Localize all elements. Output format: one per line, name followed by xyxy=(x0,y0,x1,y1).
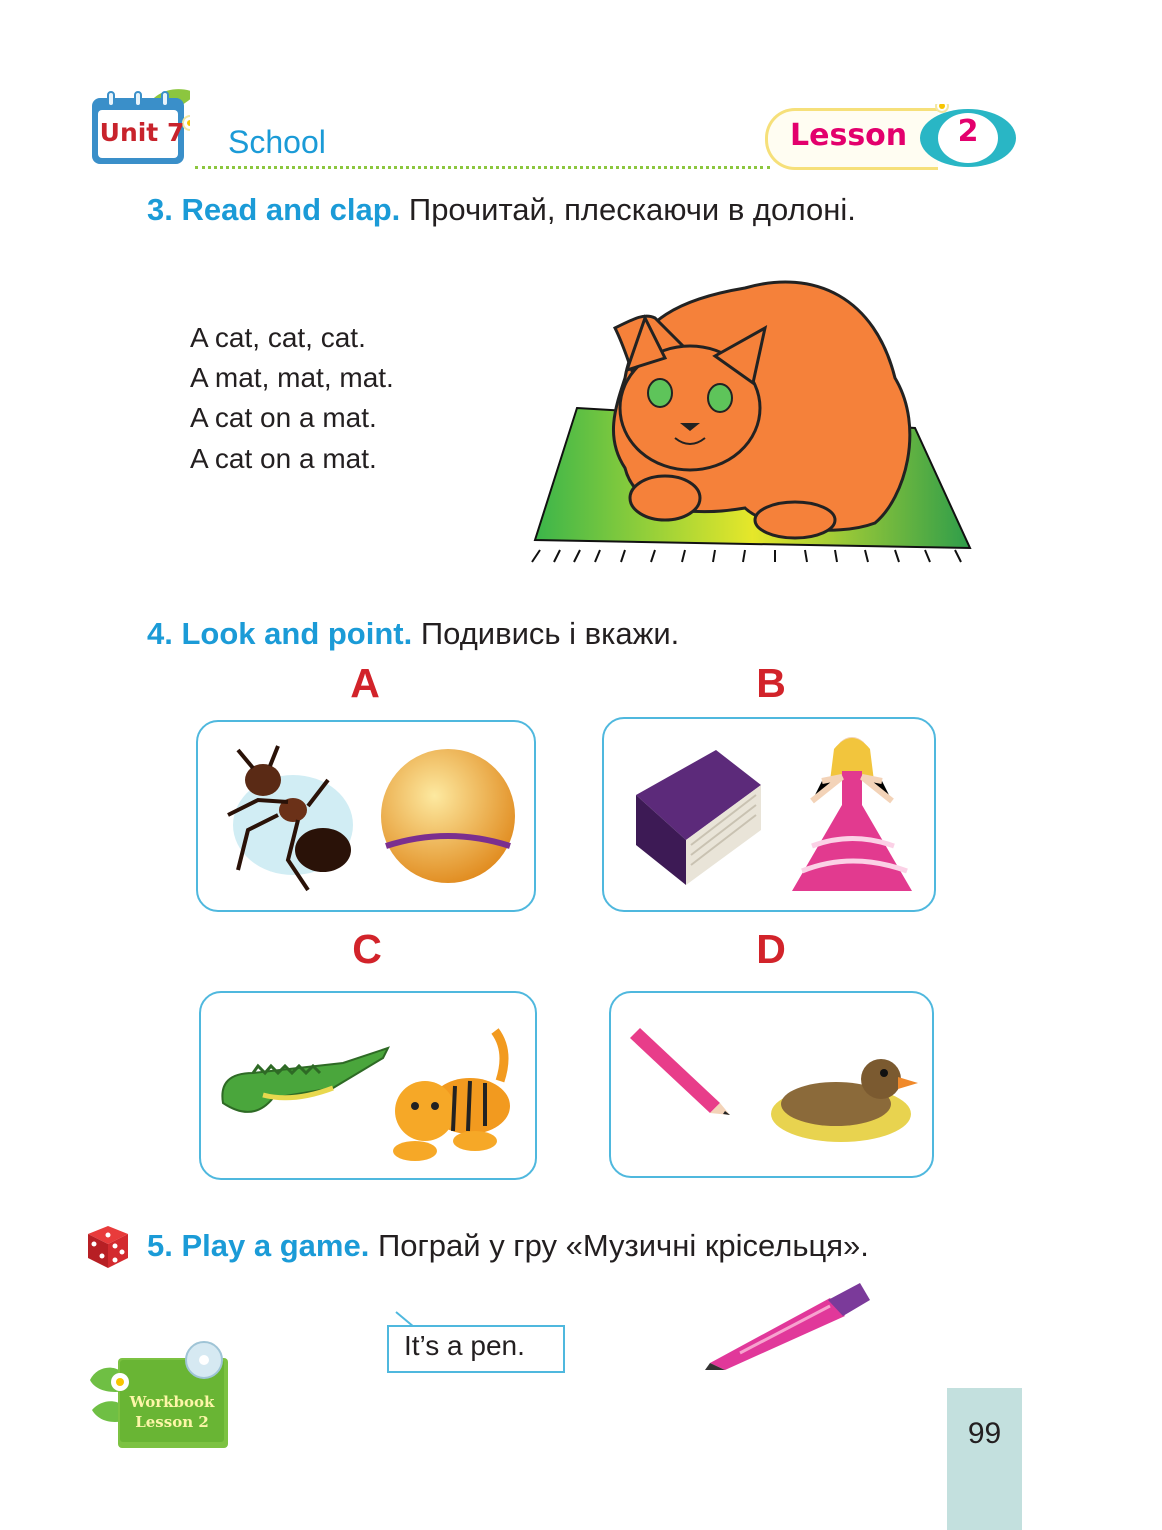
header-divider xyxy=(195,166,770,169)
task-4-lead: Look and point. xyxy=(181,616,413,651)
task-4-heading xyxy=(147,616,679,652)
workbook-label xyxy=(122,1392,222,1432)
ball-icon xyxy=(378,746,518,886)
option-card-d[interactable] xyxy=(609,991,934,1178)
speech-text: It’s a pen. xyxy=(404,1330,525,1361)
task-4-instruction: Подивись і вкажи. xyxy=(420,616,680,651)
option-letter-c: C xyxy=(352,926,382,972)
crocodile-icon xyxy=(213,1033,393,1123)
page-number: 99 xyxy=(967,1417,1002,1450)
task-5-number: 5. xyxy=(147,1228,173,1263)
chant-line-2: A mat, mat, mat. xyxy=(190,362,394,393)
option-card-b[interactable] xyxy=(602,717,936,912)
task-4-number: 4. xyxy=(147,616,173,651)
pencil-icon xyxy=(625,1023,735,1118)
duck-icon xyxy=(766,1049,926,1149)
unit-label: Unit 7 xyxy=(99,118,185,147)
task-3-heading xyxy=(147,192,856,228)
dice-icon xyxy=(84,1222,132,1270)
option-letter-b: B xyxy=(756,660,786,706)
chant-line-4: A cat on a mat. xyxy=(190,443,377,474)
task-3-number: 3. xyxy=(147,192,173,227)
option-card-a[interactable] xyxy=(196,720,536,912)
cat-on-mat-illustration xyxy=(515,258,1010,563)
option-letter-a: A xyxy=(350,660,380,706)
task-3-instruction: Прочитай, плескаючи в долоні. xyxy=(408,192,856,227)
option-letter-d: D xyxy=(756,926,786,972)
lesson-number: 2 xyxy=(957,114,979,149)
book-icon xyxy=(626,745,766,890)
doll-icon xyxy=(782,731,922,901)
task-3-lead: Read and clap. xyxy=(181,192,401,227)
option-card-c[interactable] xyxy=(199,991,537,1180)
ant-icon xyxy=(218,740,358,895)
chant-line-3: A cat on a mat. xyxy=(190,402,377,433)
page-number-tab xyxy=(947,1388,1022,1530)
pen-icon xyxy=(700,1278,875,1373)
task-5-instruction: Пограй у гру «Музичні крісельця». xyxy=(377,1228,869,1263)
unit-title: School xyxy=(228,124,326,160)
task-5-heading xyxy=(147,1228,869,1264)
workbook-line-2: Lesson 2 xyxy=(135,1413,209,1431)
workbook-line-1: Workbook xyxy=(129,1393,215,1411)
tiger-icon xyxy=(385,1021,525,1171)
chant-line-1: A cat, cat, cat. xyxy=(190,322,366,353)
task-5-lead: Play a game. xyxy=(181,1228,370,1263)
lesson-label: Lesson xyxy=(790,118,908,153)
